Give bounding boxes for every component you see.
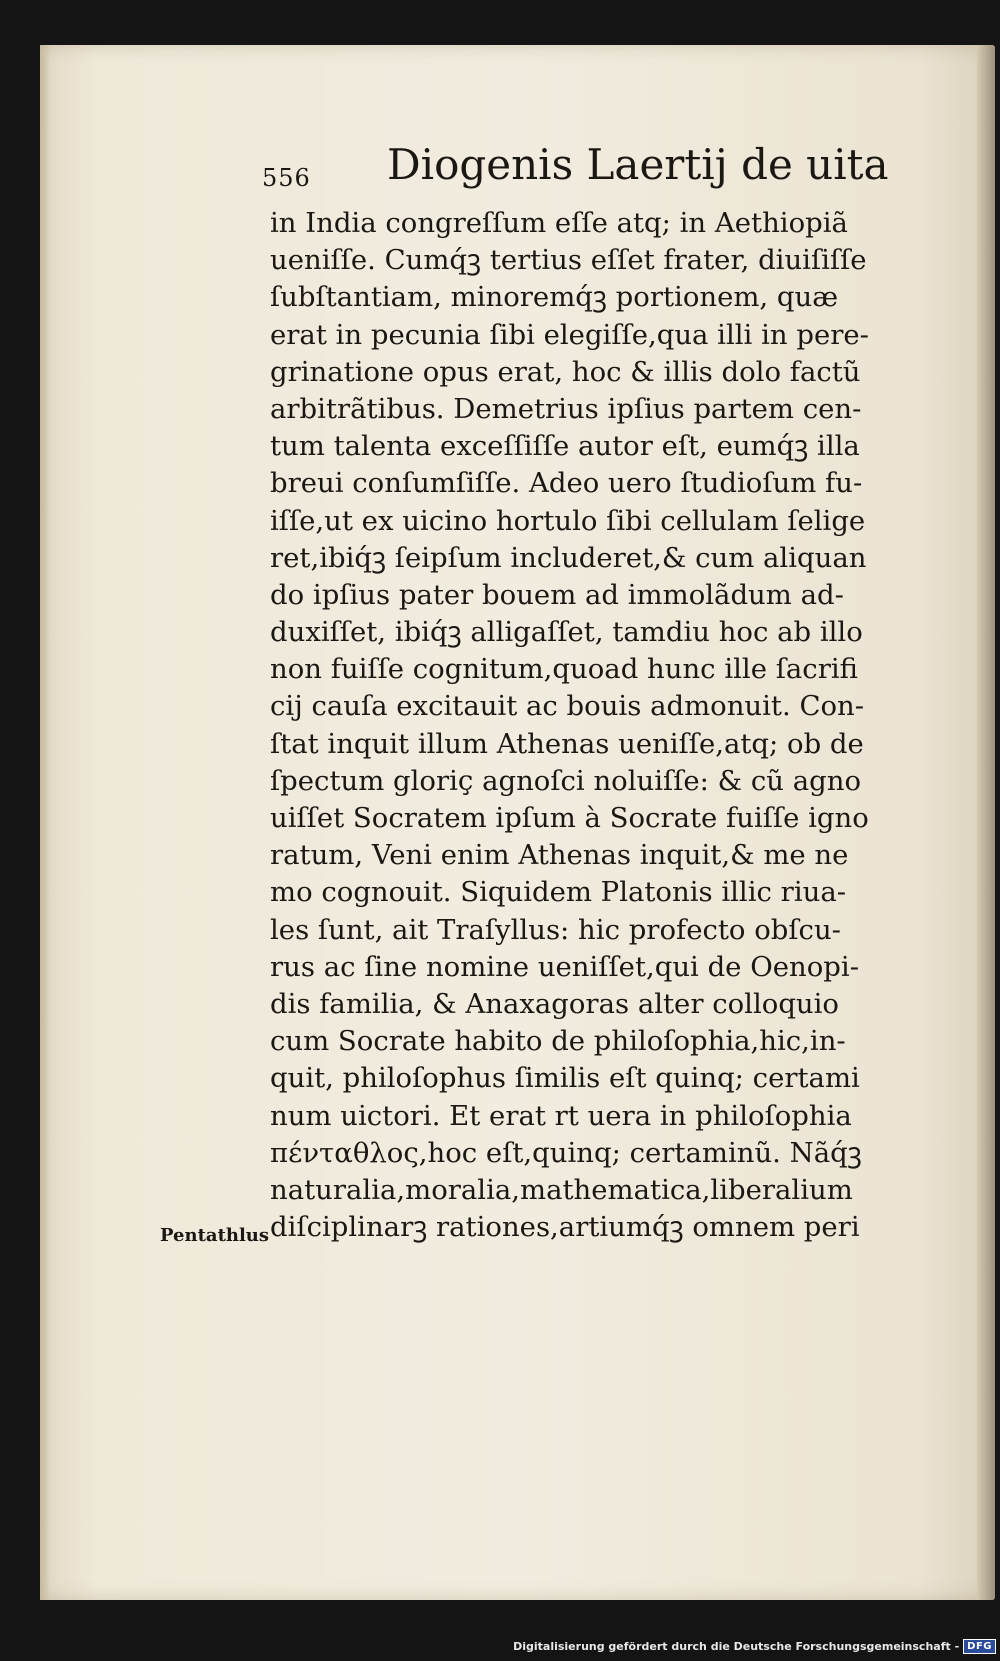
text-line: dis familia, & Anaxagoras alter colloquio [270,987,839,1020]
page-number: 556 [262,164,311,192]
text-line: cij cauſa excitauit ac bouis admonuit. Con- [270,690,865,723]
dfg-logo: DFG [963,1639,996,1654]
text-line: do ipſius pater bouem ad immolãdum ad- [270,578,844,611]
text-line: les ſunt, ait Traſyllus: hic profecto obſcu- [270,913,841,946]
text-line: num uictori. Et erat rt uera in philoſophia [270,1099,852,1132]
text-line: ſtat inquit illum Athenas ueniſſe,atq; ob de [270,727,864,760]
text-line: duxiſſet, ibiq́ꝫ alligaſſet, tamdiu hoc ab illo [270,616,863,649]
margin-note: Pentathlus [160,1225,270,1246]
text-line: naturalia,moralia,mathematica,liberalium [270,1173,853,1206]
text-line: grinatione opus erat, hoc & illis dolo factũ [270,355,861,388]
text-line: diſciplinarꝫ rationes,artiumq́ꝫ omnem peri [270,1211,860,1244]
text-line: ſpectum gloriç agnoſci noluiſſe: & cũ agno [270,764,862,797]
text-line: ueniſſe. Cumq́ꝫ tertius eſſet frater, diuiſiſſe [270,244,867,277]
text-line: uiſſet Socratem ipſum à Socrate fuiſſe igno [270,802,869,834]
text-line: non fuiſſe cognitum,quoad hunc ille ſacrifi [270,653,858,686]
text-line: arbitrãtibus. Demetrius ipſius partem cen- [270,392,862,425]
text-line: ret,ibiq́ꝫ ſeipſum includeret,& cum aliquan [270,541,867,574]
credit-text: Digitalisierung gefördert durch die Deutsche Forschungsgemeinschaft - [513,1639,960,1653]
running-head: Diogenis Laertij de uita [387,140,889,189]
text-line: erat in pecunia ſibi elegiſſe,qua illi in pere- [270,318,869,351]
text-line: quit, philoſophus ſimilis eſt quinq; certami [270,1062,860,1095]
body-text [270,205,960,1246]
text-line: ſubſtantiam, minoremq́ꝫ portionem, quæ [270,281,839,314]
text-line: rus ac ſine nomine ueniſſet,qui de Oenopi- [270,950,859,983]
text-line: breui conſumſiſſe. Adeo uero ſtudioſum fu- [270,467,863,500]
page-header [262,140,962,200]
text-line: tum talenta exceſſiſſe autor eſt, eumq́ꝫ illa [270,430,860,463]
text-line: in India congreſſum eſſe atq; in Aethiopiã [270,207,848,239]
page-left-edge [40,45,50,1600]
text-line: cum Socrate habito de philoſophia,hic,in- [270,1025,846,1058]
text-line: πένταθλος,hoc eſt,quinq; certaminũ. Nãq́ꝫ [270,1136,862,1169]
text-line: ratum, Veni enim Athenas inquit,& me ne [270,839,849,872]
digitization-credit [513,1637,996,1655]
text-line: mo cognouit. Siquidem Platonis illic riua- [270,876,847,909]
page-gutter-shadow [977,45,995,1600]
text-line: iſſe,ut ex uicino hortulo ſibi cellulam ſelige [270,504,866,537]
